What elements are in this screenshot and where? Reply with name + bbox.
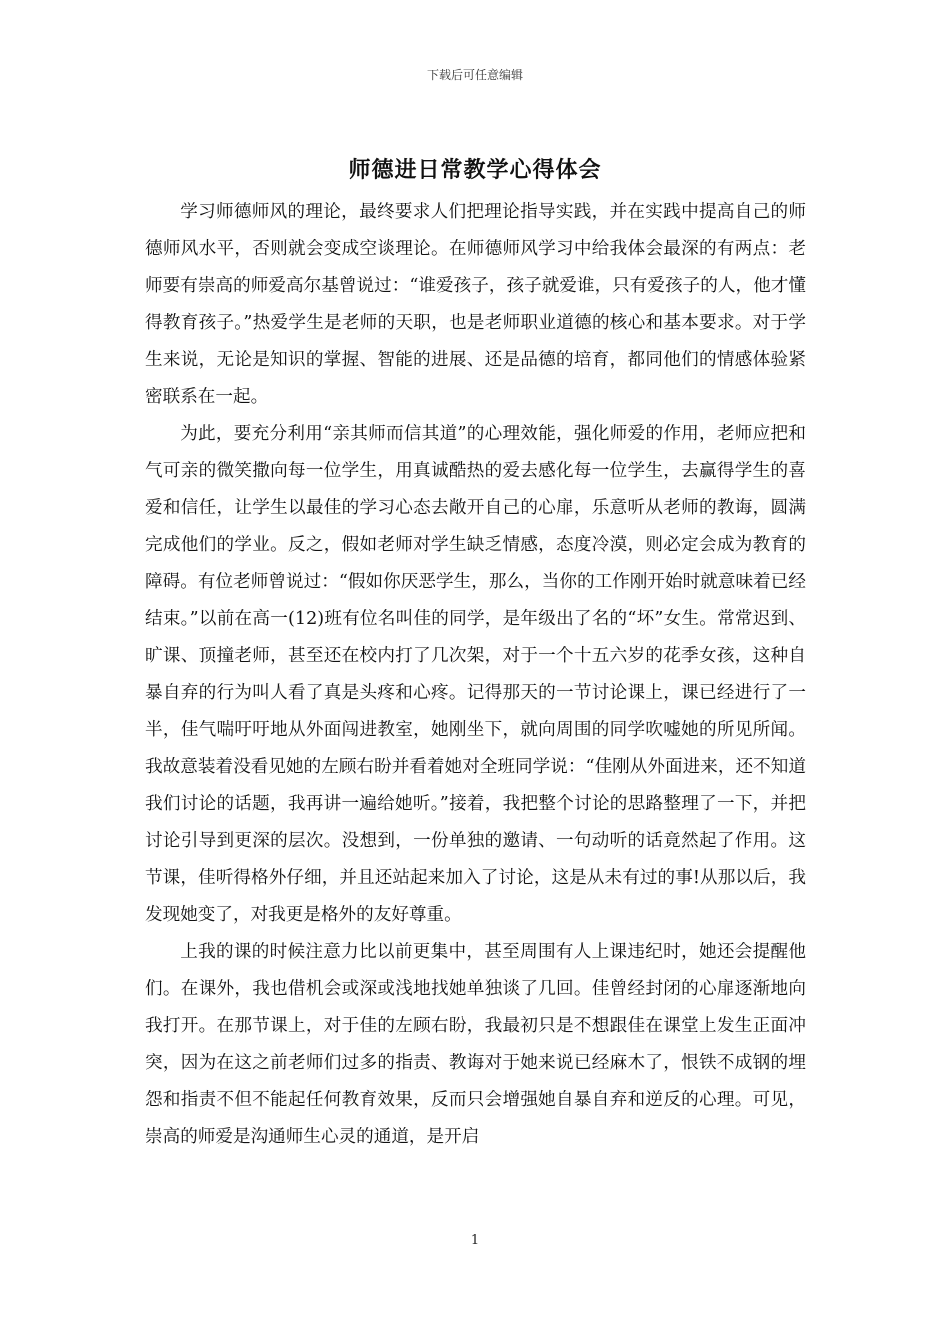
paragraph-1: 学习师德师风的理论，最终要求人们把理论指导实践，并在实践中提高自己的师德师风水平，否则就会变成空谈理论。在师德师风学习中给我体会最深的有两点：老师要有崇高的师爱高尔基曾说过：“谁爱孩子，孩子就爱谁，只有爱孩子的人，他才懂得教育孩子。”热爱学生是老师的天职，也是老师职业道德的核心和基本要求。对于学生来说，无论是知识的掌握、智能的进展、还是品德的培育，都同他们的情感体验紧密联系在一起。 [145, 202, 806, 407]
page-number: 1 [470, 1233, 480, 1248]
paragraph-2: 为此，要充分利用“亲其师而信其道”的心理效能，强化师爱的作用，老师应把和气可亲的微笑撒向每一位学生，用真诚酷热的爱去感化每一位学生，去赢得学生的喜爱和信任，让学生以最佳的学习心态去敞开自己的心扉，乐意听从老师的教诲，圆满完成他们的学业。反之，假如老师对学生缺乏情感，态度冷漠，则必定会成为教育的障碍。有位老师曾说过：“假如你厌恶学生，那么，当你的工作刚开始时就意味着已经结束。”以前在高一(12)班有位名叫佳的同学，是年级出了名的“坏”女生。常常迟到、旷课、顶撞老师，甚至还在校内打了几次架，对于一个十五六岁的花季女孩，这种自暴自弃的行为叫人看了真是头疼和心疼。记得那天的一节讨论课上，课已经进行了一半，佳气喘吁吁地从外面闯进教室，她刚坐下，就向周围的同学吹嘘她的所见所闻。我故意装着没看见她的左顾右盼并看着她对全班同学说：“佳刚从外面进来，还不知道我们讨论的话题，我再讲一遍给她听。”接着，我把整个讨论的思路整理了一下，并把讨论引导到更深的层次。没想到，一份单独的邀请、一句动听的话竟然起了作用。这节课，佳听得格外仔细，并且还站起来加入了讨论，这是从未有过的事!从那以后，我发现她变了，对我更是格外的友好尊重。 [145, 424, 806, 925]
paragraph-3: 上我的课的时候注意力比以前更集中，甚至周围有人上课违纪时，她还会提醒他们。在课外，我也借机会或深或浅地找她单独谈了几回。佳曾经封闭的心扉逐渐地向我打开。在那节课上，对于佳的左顾右盼，我最初只是不想跟佳在课堂上发生正面冲突，因为在这之前老师们过多的指责、教诲对于她来说已经麻木了，恨铁不成钢的埋怨和指责不但不能起任何教育效果，反而只会增强她自暴自弃和逆反的心理。可见，崇高的师爱是沟通师生心灵的通道，是开启 [145, 942, 806, 1147]
document-body [145, 194, 806, 1156]
document-title: 师德进日常教学心得体会 [348, 158, 602, 183]
header-note: 下载后可任意编辑 [426, 68, 523, 82]
